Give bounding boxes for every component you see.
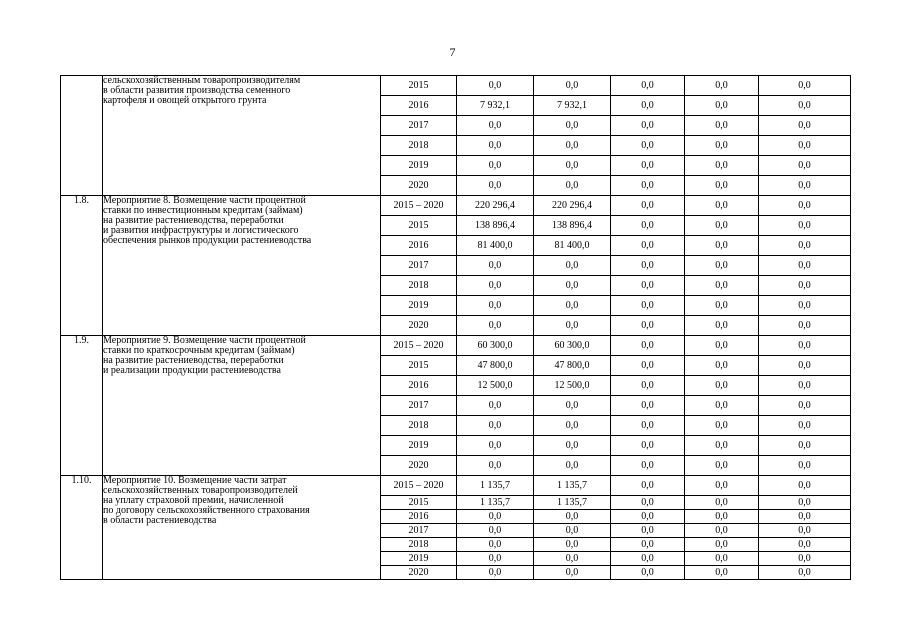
- measure-number: 1.9.: [61, 336, 103, 476]
- amount-cell: 0,0: [534, 116, 611, 136]
- amount-cell: 0,0: [759, 236, 851, 256]
- description-line: на развитие растениеводства, переработки: [103, 355, 284, 366]
- description-line: сельскохозяйственных товаропроизводителей: [103, 485, 298, 496]
- amount-cell: 0,0: [457, 510, 534, 524]
- amount-cell: 0,0: [457, 296, 534, 316]
- amount-cell: 0,0: [534, 552, 611, 566]
- year-cell: 2020: [381, 456, 457, 476]
- amount-cell: 0,0: [457, 538, 534, 552]
- amount-cell: 0,0: [534, 136, 611, 156]
- amount-cell: 0,0: [611, 552, 685, 566]
- amount-cell: 0,0: [457, 566, 534, 580]
- year-cell: 2017: [381, 524, 457, 538]
- measure-description: [103, 336, 381, 476]
- amount-cell: 0,0: [759, 76, 851, 96]
- amount-cell: 0,0: [611, 276, 685, 296]
- description-line: картофеля и овощей открытого грунта: [103, 95, 267, 106]
- amount-cell: 0,0: [685, 76, 759, 96]
- year-cell: 2015: [381, 76, 457, 96]
- amount-cell: 0,0: [611, 396, 685, 416]
- measure-number: 1.8.: [61, 196, 103, 336]
- amount-cell: 0,0: [759, 436, 851, 456]
- amount-cell: 0,0: [685, 296, 759, 316]
- amount-cell: 0,0: [759, 416, 851, 436]
- amount-cell: 0,0: [759, 476, 851, 496]
- measure-number: 1.10.: [61, 476, 103, 580]
- amount-cell: 0,0: [685, 156, 759, 176]
- amount-cell: 0,0: [685, 116, 759, 136]
- year-cell: 2020: [381, 566, 457, 580]
- amount-cell: 0,0: [611, 476, 685, 496]
- amount-cell: 0,0: [685, 356, 759, 376]
- amount-cell: 1 135,7: [457, 496, 534, 510]
- measure-description: [103, 76, 381, 196]
- year-cell: 2018: [381, 276, 457, 296]
- amount-cell: 0,0: [685, 396, 759, 416]
- amount-cell: 0,0: [457, 416, 534, 436]
- description-line: ставки по инвестиционным кредитам (займам): [103, 205, 303, 216]
- year-cell: 2016: [381, 376, 457, 396]
- amount-cell: 0,0: [759, 296, 851, 316]
- amount-cell: 0,0: [534, 256, 611, 276]
- amount-cell: 0,0: [534, 76, 611, 96]
- amount-cell: 0,0: [611, 316, 685, 336]
- measure-description: [103, 196, 381, 336]
- year-cell: 2017: [381, 256, 457, 276]
- amount-cell: 138 896,4: [457, 216, 534, 236]
- table-row: [61, 336, 851, 356]
- year-cell: 2018: [381, 136, 457, 156]
- amount-cell: 0,0: [457, 176, 534, 196]
- amount-cell: 0,0: [759, 524, 851, 538]
- amount-cell: 0,0: [534, 456, 611, 476]
- amount-cell: 0,0: [685, 176, 759, 196]
- table-row: [61, 476, 851, 496]
- amount-cell: 0,0: [685, 538, 759, 552]
- amount-cell: 0,0: [685, 416, 759, 436]
- year-cell: 2016: [381, 236, 457, 256]
- year-cell: 2019: [381, 552, 457, 566]
- amount-cell: 0,0: [534, 436, 611, 456]
- amount-cell: 0,0: [759, 552, 851, 566]
- year-cell: 2019: [381, 436, 457, 456]
- amount-cell: 220 296,4: [457, 196, 534, 216]
- amount-cell: 0,0: [685, 316, 759, 336]
- description-line: на уплату страховой премии, начисленной: [103, 495, 284, 506]
- amount-cell: 0,0: [457, 156, 534, 176]
- amount-cell: 0,0: [534, 316, 611, 336]
- year-cell: 2017: [381, 116, 457, 136]
- amount-cell: 0,0: [685, 376, 759, 396]
- page-number: 7: [449, 45, 456, 59]
- amount-cell: 0,0: [685, 496, 759, 510]
- amount-cell: 81 400,0: [534, 236, 611, 256]
- description-line: ставки по краткосрочным кредитам (займам): [103, 345, 295, 356]
- amount-cell: 0,0: [759, 316, 851, 336]
- amount-cell: 12 500,0: [457, 376, 534, 396]
- description-line: в области развития производства семенного: [103, 85, 291, 96]
- amount-cell: 0,0: [759, 216, 851, 236]
- amount-cell: 0,0: [611, 296, 685, 316]
- year-cell: 2015: [381, 216, 457, 236]
- amount-cell: 0,0: [534, 176, 611, 196]
- amount-cell: 0,0: [611, 456, 685, 476]
- amount-cell: 0,0: [611, 156, 685, 176]
- amount-cell: 81 400,0: [457, 236, 534, 256]
- amount-cell: 60 300,0: [534, 336, 611, 356]
- year-cell: 2015: [381, 496, 457, 510]
- amount-cell: 0,0: [759, 256, 851, 276]
- amount-cell: 0,0: [457, 136, 534, 156]
- amount-cell: 0,0: [685, 276, 759, 296]
- amount-cell: 0,0: [685, 476, 759, 496]
- description-line: по договору сельскохозяйственного страхования: [103, 505, 310, 516]
- amount-cell: 0,0: [611, 336, 685, 356]
- year-cell: 2015 – 2020: [381, 336, 457, 356]
- amount-cell: 1 135,7: [534, 476, 611, 496]
- amount-cell: 0,0: [685, 136, 759, 156]
- amount-cell: 0,0: [759, 456, 851, 476]
- amount-cell: 0,0: [759, 376, 851, 396]
- amount-cell: 0,0: [534, 538, 611, 552]
- amount-cell: 0,0: [759, 136, 851, 156]
- amount-cell: 0,0: [759, 176, 851, 196]
- amount-cell: 0,0: [457, 456, 534, 476]
- amount-cell: 0,0: [457, 396, 534, 416]
- amount-cell: 0,0: [457, 76, 534, 96]
- amount-cell: 0,0: [759, 336, 851, 356]
- amount-cell: 0,0: [759, 538, 851, 552]
- amount-cell: 0,0: [534, 276, 611, 296]
- table-row: [61, 196, 851, 216]
- amount-cell: 0,0: [685, 456, 759, 476]
- amount-cell: 0,0: [534, 156, 611, 176]
- year-cell: 2020: [381, 176, 457, 196]
- description-line: Мероприятие 8. Возмещение части процентной: [103, 195, 306, 206]
- amount-cell: 0,0: [534, 524, 611, 538]
- amount-cell: 0,0: [685, 216, 759, 236]
- amount-cell: 0,0: [611, 436, 685, 456]
- year-cell: 2019: [381, 156, 457, 176]
- amount-cell: 0,0: [457, 524, 534, 538]
- amount-cell: 47 800,0: [534, 356, 611, 376]
- amount-cell: 0,0: [457, 316, 534, 336]
- description-line: на развитие растениеводства, переработки: [103, 215, 284, 226]
- year-cell: 2016: [381, 96, 457, 116]
- amount-cell: 220 296,4: [534, 196, 611, 216]
- year-cell: 2017: [381, 396, 457, 416]
- description-line: обеспечения рынков продукции растениеводства: [103, 235, 312, 246]
- amount-cell: 0,0: [611, 356, 685, 376]
- amount-cell: 0,0: [534, 510, 611, 524]
- amount-cell: 0,0: [759, 96, 851, 116]
- amount-cell: 0,0: [611, 376, 685, 396]
- amount-cell: 0,0: [611, 510, 685, 524]
- year-cell: 2020: [381, 316, 457, 336]
- amount-cell: 0,0: [759, 566, 851, 580]
- amount-cell: 0,0: [457, 116, 534, 136]
- amount-cell: 0,0: [611, 496, 685, 510]
- amount-cell: 0,0: [611, 524, 685, 538]
- amount-cell: 0,0: [534, 296, 611, 316]
- amount-cell: 0,0: [611, 136, 685, 156]
- amount-cell: 7 932,1: [457, 96, 534, 116]
- description-line: и реализации продукции растениеводства: [103, 365, 281, 376]
- amount-cell: 0,0: [611, 538, 685, 552]
- amount-cell: 0,0: [457, 436, 534, 456]
- amount-cell: 0,0: [759, 276, 851, 296]
- amount-cell: 47 800,0: [457, 356, 534, 376]
- amount-cell: 0,0: [611, 566, 685, 580]
- description-line: Мероприятие 10. Возмещение части затрат: [103, 475, 287, 486]
- amount-cell: 0,0: [685, 236, 759, 256]
- amount-cell: 0,0: [759, 156, 851, 176]
- measure-description: [103, 476, 381, 580]
- amount-cell: 0,0: [611, 116, 685, 136]
- amount-cell: 0,0: [685, 510, 759, 524]
- amount-cell: 0,0: [685, 552, 759, 566]
- amount-cell: 0,0: [685, 196, 759, 216]
- amount-cell: 0,0: [685, 436, 759, 456]
- amount-cell: 0,0: [611, 76, 685, 96]
- year-cell: 2018: [381, 538, 457, 552]
- amount-cell: 0,0: [759, 116, 851, 136]
- amount-cell: 0,0: [611, 176, 685, 196]
- amount-cell: 60 300,0: [457, 336, 534, 356]
- amount-cell: 0,0: [611, 96, 685, 116]
- amount-cell: 0,0: [534, 566, 611, 580]
- amount-cell: 0,0: [759, 356, 851, 376]
- amount-cell: 0,0: [611, 216, 685, 236]
- amount-cell: 0,0: [457, 276, 534, 296]
- description-line: сельскохозяйственным товаропроизводителям: [103, 75, 301, 86]
- amount-cell: 0,0: [611, 236, 685, 256]
- amount-cell: 1 135,7: [534, 496, 611, 510]
- amount-cell: 0,0: [685, 566, 759, 580]
- year-cell: 2016: [381, 510, 457, 524]
- amount-cell: 0,0: [759, 510, 851, 524]
- amount-cell: 0,0: [534, 416, 611, 436]
- amount-cell: 7 932,1: [534, 96, 611, 116]
- description-line: Мероприятие 9. Возмещение части процентной: [103, 335, 306, 346]
- table-row: [61, 76, 851, 96]
- measure-number: [61, 76, 103, 196]
- amount-cell: 0,0: [611, 416, 685, 436]
- amount-cell: 0,0: [759, 396, 851, 416]
- amount-cell: 0,0: [759, 196, 851, 216]
- amount-cell: 0,0: [685, 96, 759, 116]
- amount-cell: 0,0: [759, 496, 851, 510]
- amount-cell: 1 135,7: [457, 476, 534, 496]
- year-cell: 2015 – 2020: [381, 476, 457, 496]
- year-cell: 2019: [381, 296, 457, 316]
- amount-cell: 0,0: [457, 552, 534, 566]
- amount-cell: 0,0: [685, 524, 759, 538]
- year-cell: 2018: [381, 416, 457, 436]
- amount-cell: 0,0: [534, 396, 611, 416]
- amount-cell: 0,0: [457, 256, 534, 276]
- amount-cell: 0,0: [611, 256, 685, 276]
- amount-cell: 12 500,0: [534, 376, 611, 396]
- amount-cell: 0,0: [685, 256, 759, 276]
- year-cell: 2015: [381, 356, 457, 376]
- amount-cell: 138 896,4: [534, 216, 611, 236]
- description-line: в области растениеводства: [103, 515, 217, 526]
- description-line: и развития инфраструктуры и логистического: [103, 225, 299, 236]
- year-cell: 2015 – 2020: [381, 196, 457, 216]
- budget-table: [60, 75, 851, 580]
- amount-cell: 0,0: [685, 336, 759, 356]
- amount-cell: 0,0: [611, 196, 685, 216]
